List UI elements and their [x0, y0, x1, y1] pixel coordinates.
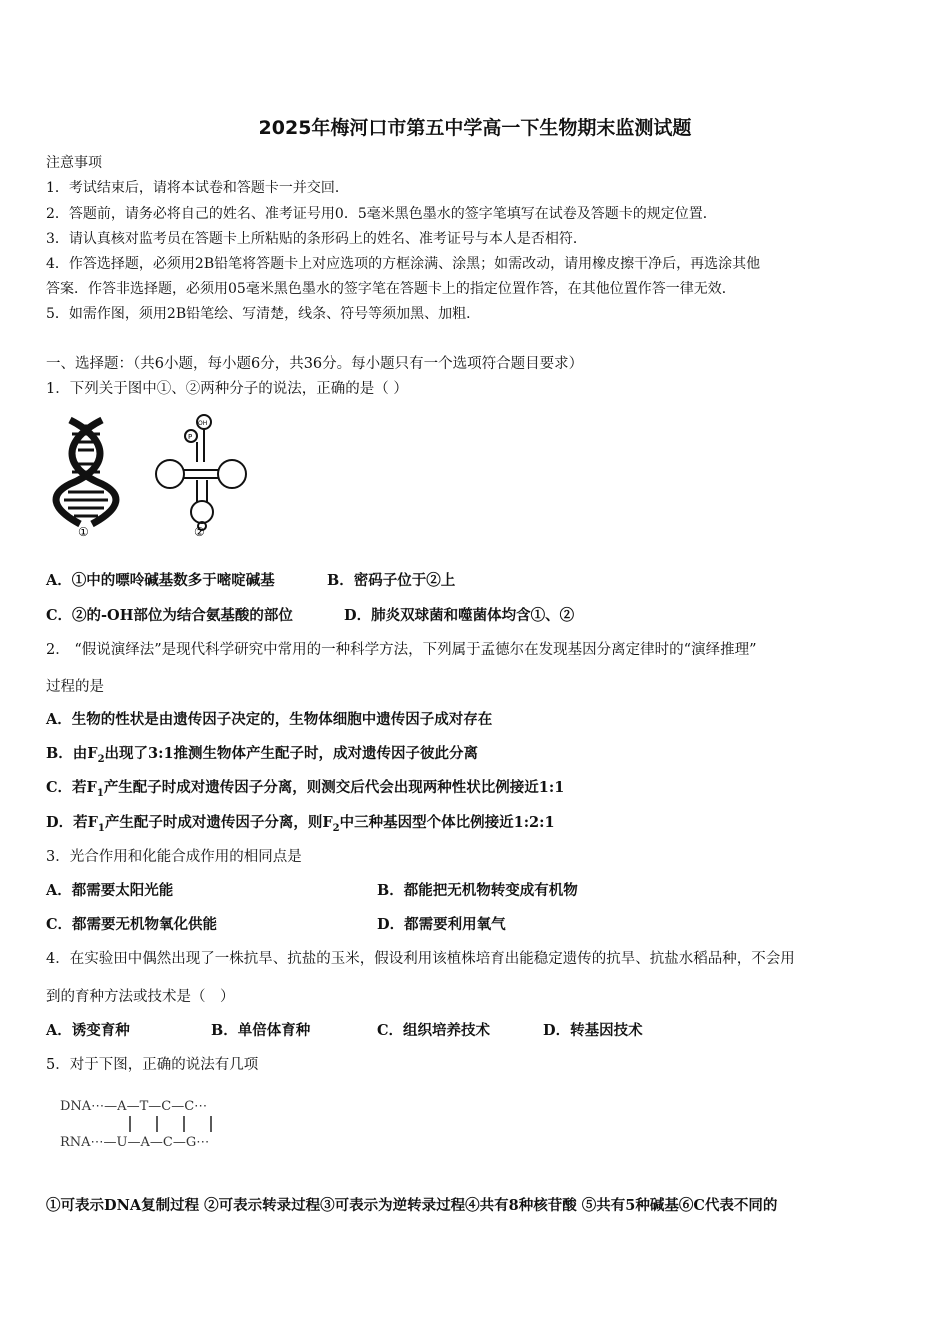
q5-statement: ①可表示DNA复制过程 ②可表示转录过程③可表示为逆转录过程④共有8种核苷酸 ⑤共有5种碱基⑥C代表不同的	[46, 1197, 778, 1214]
q4-option-b: B．单倍体育种	[211, 1022, 311, 1039]
q3-option-a: A．都需要太阳光能	[46, 882, 174, 899]
page-title: 2025年梅河口市第五中学高一下生物期末监测试题	[258, 117, 692, 139]
dna-double-helix-icon	[56, 420, 116, 524]
notice-item: 1．考试结束后，请将本试卷和答题卡一并交回．	[46, 180, 349, 196]
fig-label-2: ②	[194, 525, 205, 539]
fig-label-1: ①	[78, 525, 89, 539]
q3-option-b: B．都能把无机物转变成有机物	[377, 882, 578, 899]
q2-option-c: C．若$F_1$产生配子时成对遗传因子分离，则测交后代会出现两种性状比例接近1:1	[46, 779, 565, 799]
q3-option-d: D．都需要利用氧气	[377, 916, 506, 933]
trna-cloverleaf-icon	[156, 415, 246, 530]
q1-option-b: B．密码子位于②上	[327, 572, 456, 589]
notice-item: 答案．作答非选择题，必须用05毫米黑色墨水的签字笔在答题卡上的指定位置作答，在其他位置作答一律无效．	[46, 281, 736, 297]
q4-option-a: A．诱变育种	[46, 1022, 130, 1039]
base-pair-lines	[130, 1116, 211, 1132]
q2-option-a: A．生物的性状是由遗传因子决定的，生物体细胞中遗传因子成对存在	[46, 711, 493, 728]
dna-strand: DNA⋯—A—T—C—C⋯	[60, 1099, 208, 1114]
q2-option-d: D．若$F_1$产生配子时成对遗传因子分离，则$F_2$中三种基因型个体比例接近1:2:1	[46, 814, 555, 834]
notice-item: 2．答题前，请务必将自己的姓名、准考证号用0．5毫米黑色墨水的签字笔填写在试卷及答题卡的规定位置．	[46, 206, 717, 222]
notice-item: 3．请认真核对监考员在答题卡上所粘贴的条形码上的姓名、准考证号与本人是否相符．	[46, 231, 587, 247]
q4-option-d: D．转基因技术	[543, 1022, 643, 1039]
rna-strand: RNA⋯—U—A—C—G⋯	[60, 1135, 210, 1150]
fig-label-p: P	[188, 433, 193, 441]
section-heading: 一、选择题：（共6小题，每小题6分，共36分。每小题只有一个选项符合题目要求）	[46, 356, 584, 372]
q3-option-c: C．都需要无机物氧化供能	[46, 916, 218, 933]
notice-item: 5．如需作图，须用2B铅笔绘、写清楚，线条、符号等须加黑、加粗．	[46, 306, 481, 322]
q3-stem: 3．光合作用和化能合成作用的相同点是	[46, 849, 302, 865]
fig-label-oh: OH	[198, 420, 208, 427]
notice-heading: 注意事项	[46, 155, 102, 171]
q5-figure	[58, 1092, 248, 1156]
q2-option-b: B．由$F_2$出现了3:1推测生物体产生配子时，成对遗传因子彼此分离	[46, 745, 479, 765]
q4-stem-line2: 到的育种方法或技术是（ ）	[46, 989, 235, 1005]
q4-option-c: C．组织培养技术	[377, 1022, 491, 1039]
q1-figure	[52, 412, 262, 540]
q1-option-c: C．②的-OH部位为结合氨基酸的部位	[46, 607, 293, 624]
q4-stem-line1: 4．在实验田中偶然出现了一株抗旱、抗盐的玉米，假设利用该植株培育出能稳定遗传的抗旱、抗盐水稻品种，不会用	[46, 951, 795, 967]
q1-stem: 1．下列关于图中①、②两种分子的说法，正确的是（ ）	[46, 381, 408, 397]
q2-stem-line2: 过程的是	[46, 679, 104, 695]
q2-stem-line1: 2． “假说演绎法”是现代科学研究中常用的一种科学方法，下列属于孟德尔在发现基因分离定律时的“演绎推理”	[46, 642, 757, 658]
q1-option-d: D．肺炎双球菌和噬菌体均含①、②	[344, 607, 575, 624]
q1-option-a: A．①中的嘌呤碱基数多于嘧啶碱基	[46, 572, 275, 589]
notice-item: 4．作答选择题，必须用2B铅笔将答题卡上对应选项的方框涂满、涂黑；如需改动，请用橡皮擦干净后，再选涂其他	[46, 256, 761, 272]
q5-stem: 5．对于下图，正确的说法有几项	[46, 1057, 259, 1073]
